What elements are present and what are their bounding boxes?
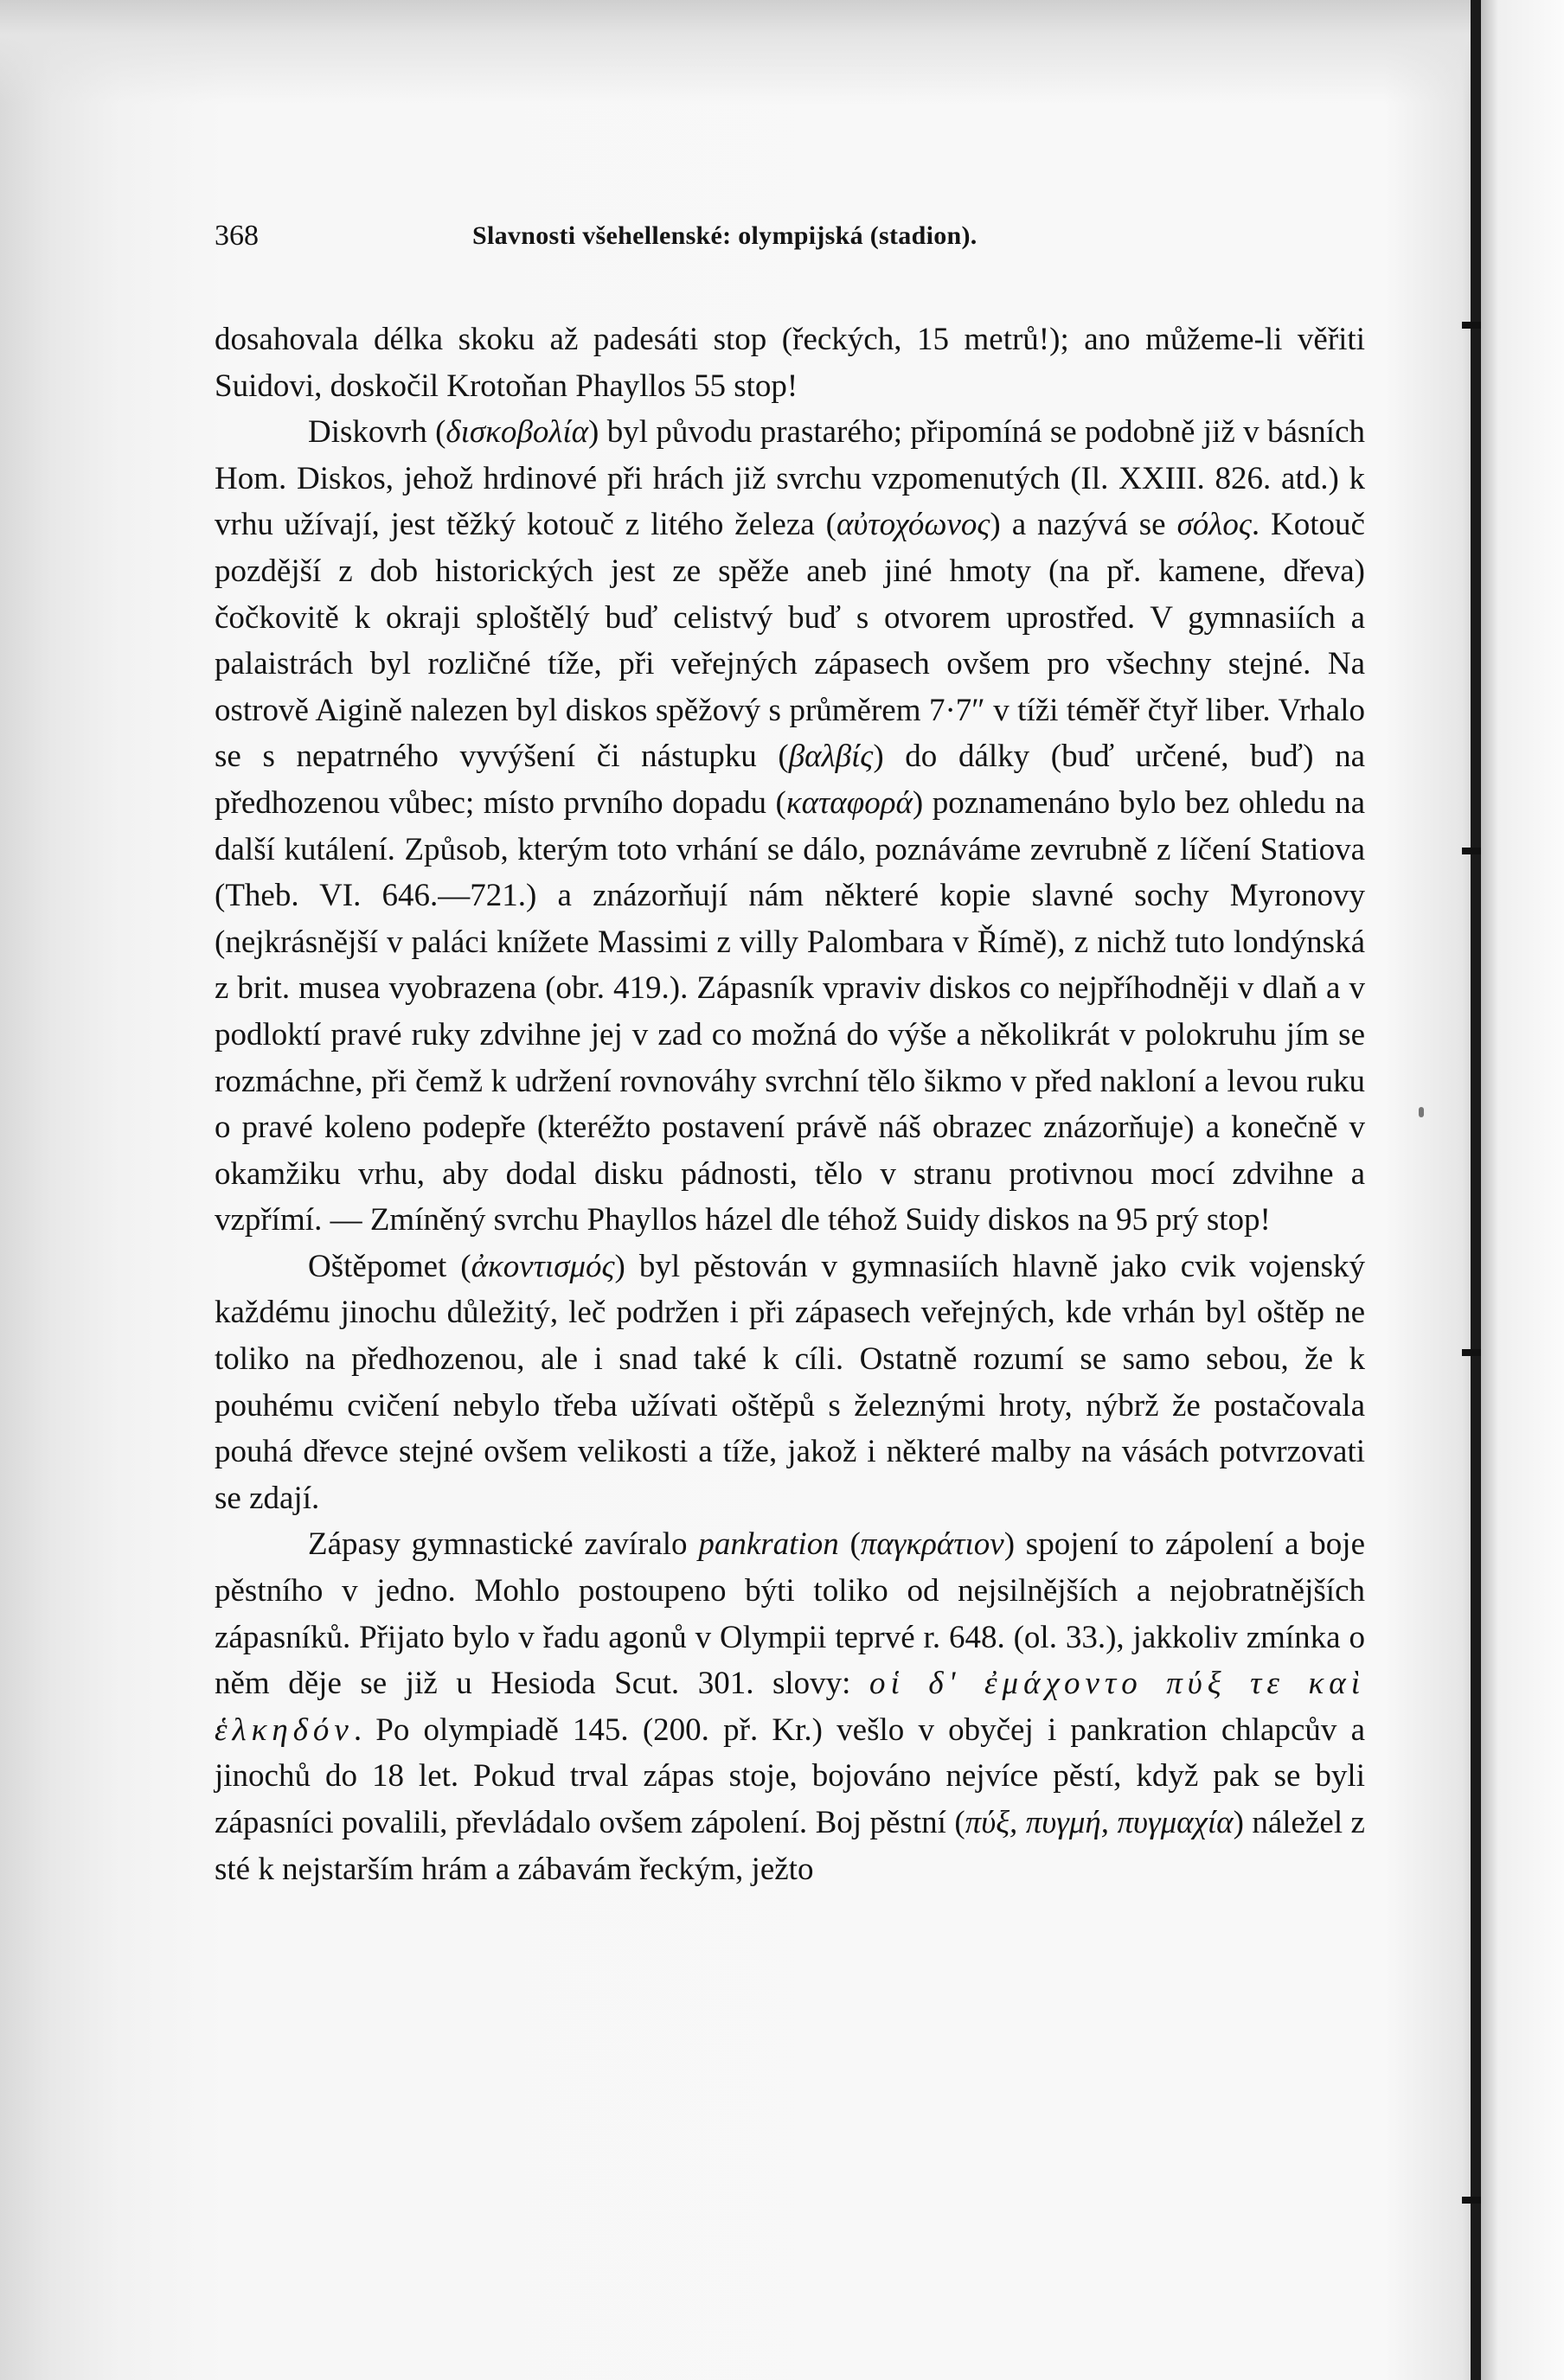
text-segment: . Kotouč pozdější z dob historických jest ze spěže aneb jiné hmoty (na př. kamene, dřeva) čočkovitě k okraji sploštělý buď celistvý buď s otvorem uprostřed. V gymnasiích a palaistrách byl rozličné tíže, při veřejných zápasech ovšem pro všechny stejné. Na ostrově Aigině nalezen byl diskos spěžový s průměrem 7·7″ v tíži téměř čtyř liber. Vrhalo se s nepatrného vyvýšení či nástupku ( xyxy=(215,507,1365,775)
text-segment: Diskovrh ( xyxy=(308,414,446,451)
running-head xyxy=(215,216,1365,268)
facing-page-edge xyxy=(1481,0,1564,2380)
text-segment: ) do dálky (buď určené, buď) na předhozenou vůbec; místo prvního dopadu ( xyxy=(215,739,1365,821)
margin-speck xyxy=(1419,1107,1424,1117)
spine-tick-mark xyxy=(1462,1349,1481,1356)
spine-tick-mark xyxy=(1462,848,1481,854)
running-title: Slavnosti všehellenské: olympijská (stadion). xyxy=(472,221,978,250)
greek-term: σόλος xyxy=(1176,507,1252,543)
text-segment: ) a nazývá se xyxy=(990,507,1177,543)
book-page xyxy=(215,216,1365,1892)
greek-term: παγκράτιον xyxy=(860,1526,1004,1563)
greek-term: ἀκοντισμός xyxy=(471,1248,615,1284)
text-segment: ) byl pěstován v gymnasiích hlavně jako cvik vojenský každému jinochu důležitý, leč podržen i při zápasech veřejných, kde vrhán byl oštěp ne toliko na předhozenou, ale i snad také k cíli. Ostatně rozumí se samo sebou, že k pouhému cvičení nebylo třeba užívati oštěpů s železnými hroty, nýbrž že postačovala pouhá dřevce stejné ovšem velikosti a tíže, jakož i některé malby na vásách potvrzovati se zdají. xyxy=(215,1248,1365,1516)
text-segment: ( xyxy=(838,1526,861,1563)
scan-top-shadow xyxy=(0,0,1488,104)
greek-term: πύξ, πυγμή, πυγμαχία xyxy=(965,1805,1234,1840)
paragraph xyxy=(215,1521,1365,1892)
spine-tick-mark xyxy=(1462,322,1481,329)
text-segment: Zápasy gymnastické zavíralo xyxy=(308,1526,699,1563)
text-segment: Oštěpomet ( xyxy=(308,1248,471,1284)
text-segment: dosahovala délka skoku až padesáti stop (řeckých, 15 metrů!); ano můžeme-li věřiti Suidovi, doskočil Krotoňan Phayllos 55 stop! xyxy=(215,322,1365,404)
text-segment: ) byl původu prastarého; připomíná se podobně již v básních Hom. Diskos, jehož hrdinové při hrách již svrchu vzpomenutých (Il. XXIII. 826. atd.) k vrhu užívají, jest těžký kotouč z litého železa ( xyxy=(215,414,1365,543)
greek-term: αὐτοχόωνος xyxy=(836,507,990,543)
paragraph xyxy=(215,1244,1365,1522)
text-segment: ) náležel z xyxy=(1233,1805,1365,1840)
greek-term: οἱ δ' ἐμάχοντο πύξ τε καὶ ἑλκηδόν xyxy=(215,1666,1365,1748)
paragraph xyxy=(215,409,1365,1244)
page-number: 368 xyxy=(215,220,259,252)
greek-term: βαλβίς xyxy=(788,739,874,775)
paragraph xyxy=(215,317,1365,409)
text-segment: sté k nejstarším hrám a zábavám řeckým, ježto xyxy=(215,1851,814,1887)
greek-term: καταφορά xyxy=(785,784,913,821)
text-segment: . Po olympiadě 145. (200. př. Kr.) vešlo v obyčej i pankration chlapcův a jinochů do 18 let. Pokud trval zápas stoje, bojováno nejvíce pěstí, když pak se byli zápasníci povalili, převládalo ovšem zápolení. Boj pěstní ( xyxy=(215,1711,1365,1840)
italic-term: pankration xyxy=(698,1526,839,1563)
text-segment: ) spojení to zápolení a boje pěstního v jedno. Mohlo postoupeno býti toliko od nejsilnějších a nejobratnějších zápasníků. Přijato bylo v řadu agonů v Olympii teprvé r. 648. (ol. 33.), jakkoliv zmínka o něm děje se již u Hesioda Scut. 301. slovy: xyxy=(215,1526,1365,1702)
text-segment: ) poznamenáno bylo bez ohledu na další kutálení. Způsob, kterým toto vrhání se dálo, poznáváme zevrubně z líčení Statiova (Theb. VI. 646.—721.) a znázorňují nám některé kopie slavné sochy Myronovy (nejkrásnější v paláci knížete Massimi z villy Palombara v Římě), z nichž tuto londýnská z brit. musea vyobrazena (obr. 419.). Zápasník vpraviv diskos co nejpříhodněji v dlaň a v podloktí pravé ruky zdvihne jej v zad co možná do výše a několikrát v polokruhu jím se rozmáchne, při čemž k udržení rovnováhy svrchní tělo šikmo v před nakloní a levou ruku o pravé koleno podepře (kteréžto postavení právě náš obrazec znázorňuje) a konečně v okamžiku vrhu, aby dodal disku pádnosti, tělo v stranu protivnou mocí zdvihne a vzpřímí. — Zmíněný svrchu Phayllos házel dle téhož Suidy diskos na 95 prý stop! xyxy=(215,784,1365,1238)
spine-tick-mark xyxy=(1462,2197,1481,2204)
book-spine-edge xyxy=(1471,0,1481,2380)
greek-term: δισκοβολία xyxy=(445,414,589,451)
body-text xyxy=(215,317,1365,1892)
